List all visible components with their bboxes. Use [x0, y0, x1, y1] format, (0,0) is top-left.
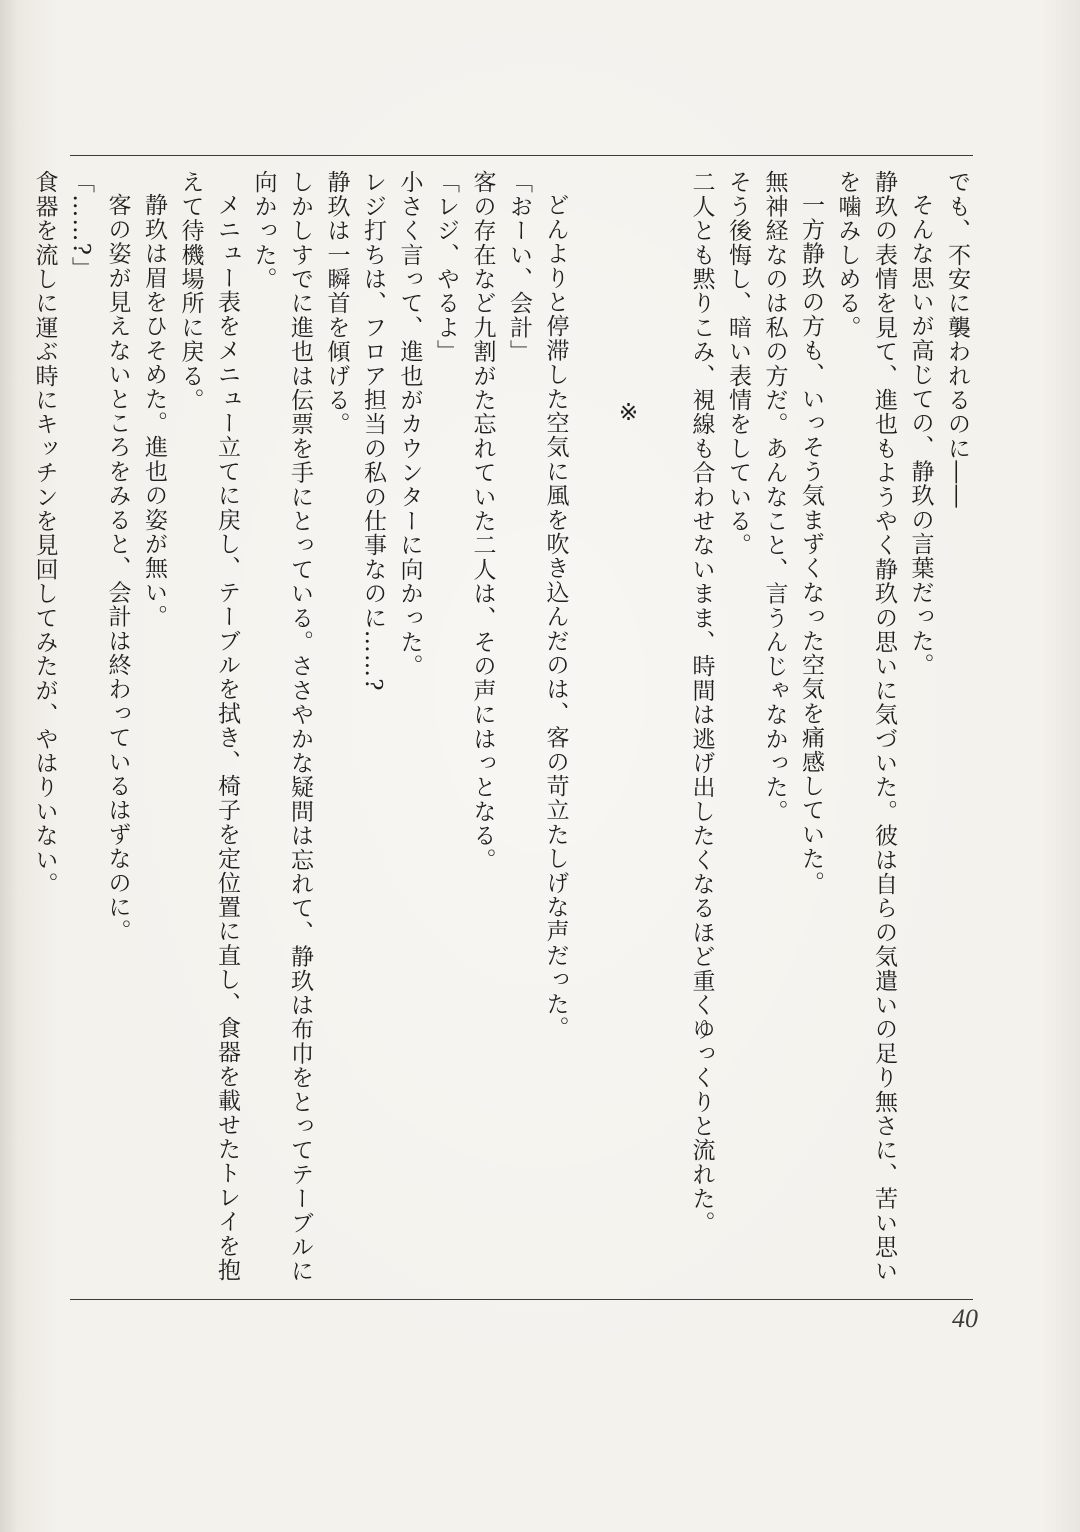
paragraph: 食器を流しに運ぶ時にキッチンを見回してみたが、やはりいない。 [31, 170, 58, 896]
paragraph: 一方静玖の方も、いっそう気まずくなった空気を痛感していた。 [798, 193, 824, 895]
bottom-rule [70, 1299, 973, 1300]
paragraph: そう後悔し、暗い表情をしている。 [725, 170, 751, 558]
paragraph: 二人とも黙りこみ、視線も合わせないまま、時間は逃げ出したくなるほど重くゆっくりと流れた。 [688, 170, 715, 1235]
paragraph: 客の姿が見えないところをみると、会計は終わっているはずなのに。 [104, 193, 131, 944]
paragraph: 小さく言って、進也がカウンターに向かった。 [396, 170, 423, 679]
top-rule [70, 155, 973, 156]
blank-line [647, 170, 684, 1285]
paragraph: メニュー表をメニュー立てに戻し、テーブルを拭き、椅子を定位置に直し、食器を載せたトレイを抱えて待機場所に戻る。 [177, 170, 240, 1282]
dialogue-line: 「……?」 [68, 170, 94, 281]
blank-line [574, 170, 611, 1285]
paragraph: そんな思いが高じての、静玖の言葉だった。 [907, 193, 934, 677]
dialogue-line: 「おーい、会計」 [506, 170, 532, 364]
paragraph: 静玖の表情を見て、進也もようやく静玖の思いに気づいた。彼は自らの気遣いの足り無さに、苦い思いを噛みしめる。 [834, 170, 897, 1284]
paragraph: 静玖は眉をひそめた。進也の姿が無い。 [141, 193, 167, 629]
paragraph: 無神経なのは私の方だ。あんなこと、言うんじゃなかった。 [761, 170, 788, 824]
paragraph: 客の存在など九割がた忘れていた二人は、その声にはっとなる。 [469, 170, 496, 872]
paragraph: 静玖は一瞬首を傾げる。 [323, 170, 350, 437]
paragraph: レジ打ちは、フロア担当の私の仕事なのに……? [360, 170, 386, 692]
paragraph: しかしすでに進也は伝票を手にとっている。ささやかな疑問は忘れて、静玖は布巾をとってテーブルに向かった。 [250, 170, 313, 1284]
page-number: 40 [952, 1304, 978, 1333]
dialogue-line: 「レジ、やるよ」 [433, 170, 459, 364]
paragraph: どんよりと停滞した空気に風を吹き込んだのは、客の苛立たしげな声だった。 [542, 193, 569, 1041]
paragraph: でも、不安に襲われるのに―― [944, 170, 970, 509]
scene-break-mark: ※ [615, 400, 642, 428]
body-text [31, 170, 975, 1285]
